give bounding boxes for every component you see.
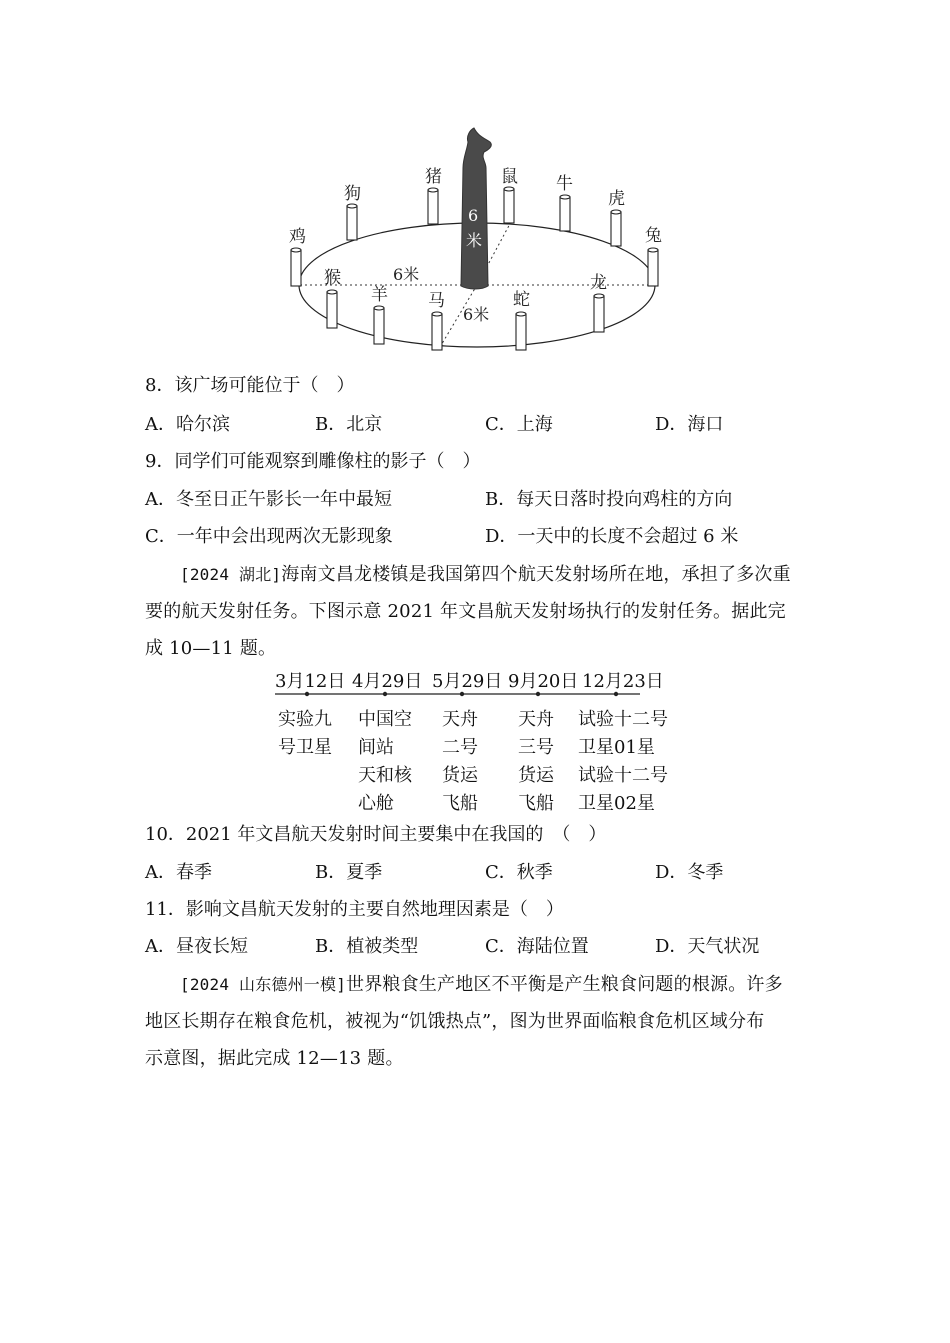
q9-option-a[interactable]: A．冬至日正午影长一年中最短 (145, 489, 392, 510)
q10-option-c[interactable]: C．秋季 (485, 862, 553, 883)
mission-2-line4: 心舱 (358, 793, 394, 814)
pillar-monkey (327, 290, 337, 328)
zodiac-label-monkey: 猴 (324, 268, 341, 288)
intro2-text1: 世界粮食生产地区不平衡是产生粮食问题的根源。许多 (346, 974, 783, 995)
pillar-snake (516, 312, 526, 350)
intro2-source: [2024 山东德州一模] (180, 975, 347, 994)
intro1-line1 (180, 560, 791, 586)
mission-4-line4: 飞船 (518, 793, 554, 814)
pillar-pig (428, 188, 438, 224)
mission-4-line2: 三号 (518, 737, 554, 758)
pillar-dragon (594, 294, 604, 332)
q8-option-d[interactable]: D．海口 (655, 414, 724, 435)
timeline-date-4: 9月20日 (508, 671, 579, 692)
mission-2-line2: 间站 (358, 737, 394, 758)
intro1-line3: 成 10—11 题。 (145, 638, 277, 659)
mission-5-line3: 试验十二号 (578, 765, 668, 786)
mission-5-line1: 试验十二号 (578, 709, 668, 730)
zodiac-label-snake: 蛇 (513, 290, 530, 310)
q11-option-b[interactable]: B．植被类型 (315, 936, 419, 957)
mission-3-line1: 天舟 (442, 709, 478, 730)
q9-option-c[interactable]: C．一年中会出现两次无影现象 (145, 526, 393, 547)
sundial-plaza-diagram (270, 120, 690, 360)
q8-stem: 8．该广场可能位于（ ） (145, 375, 355, 396)
pillar-rabbit (648, 248, 658, 286)
mission-2-line1: 中国空 (358, 709, 412, 730)
zodiac-label-rabbit: 兔 (645, 226, 662, 246)
timeline-axis (270, 689, 690, 699)
mission-3-line2: 二号 (442, 737, 478, 758)
zodiac-label-rat: 鼠 (501, 167, 518, 187)
timeline-date-1: 3月12日 (275, 671, 346, 692)
mission-4-line3: 货运 (518, 765, 554, 786)
q9-option-d[interactable]: D．一天中的长度不会超过 6 米 (485, 526, 739, 547)
zodiac-label-dog: 狗 (344, 184, 361, 204)
timeline-dot-4 (536, 692, 540, 696)
q10-stem: 10．2021 年文昌航天发射时间主要集中在我国的 （ ） (145, 824, 607, 845)
q10-option-d[interactable]: D．冬季 (655, 862, 724, 883)
zodiac-label-rooster: 鸡 (289, 227, 306, 247)
q10-option-a[interactable]: A．春季 (145, 862, 212, 883)
zodiac-label-dragon: 龙 (590, 273, 607, 293)
pillar-rat (504, 187, 514, 223)
intro1-text1: 海南文昌龙楼镇是我国第四个航天发射场所在地，承担了多次重 (281, 564, 791, 585)
mission-4-line1: 天舟 (518, 709, 554, 730)
timeline-dot-2 (383, 692, 387, 696)
mission-3-line3: 货运 (442, 765, 478, 786)
q11-option-c[interactable]: C．海陆位置 (485, 936, 589, 957)
mission-3-line4: 飞船 (442, 793, 478, 814)
radius-front-label: 6米 (463, 305, 490, 324)
mission-1-line2: 号卫星 (278, 737, 332, 758)
zodiac-label-pig: 猪 (425, 167, 442, 187)
mission-5-line2: 卫星01星 (578, 737, 655, 758)
q11-option-d[interactable]: D．天气状况 (655, 936, 760, 957)
q9-option-b[interactable]: B．每天日落时投向鸡柱的方向 (485, 489, 733, 510)
q11-stem: 11．影响文昌航天发射的主要自然地理因素是（ ） (145, 899, 564, 920)
pillar-tiger (611, 210, 621, 246)
intro1-line2: 要的航天发射任务。下图示意 2021 年文昌航天发射场执行的发射任务。据此完 (145, 601, 786, 622)
pillar-dog (347, 204, 357, 240)
zodiac-label-ox: 牛 (556, 174, 573, 194)
mission-5-line4: 卫星02星 (578, 793, 655, 814)
timeline-dot-5 (614, 692, 618, 696)
radius-left-label: 6米 (393, 265, 420, 284)
q9-stem: 9．同学们可能观察到雕像柱的影子（ ） (145, 451, 481, 472)
timeline-dot-1 (305, 692, 309, 696)
timeline-date-2: 4月29日 (352, 671, 423, 692)
intro1-source: [2024 湖北] (180, 565, 282, 584)
pillar-rooster (291, 248, 301, 286)
launch-timeline (270, 665, 690, 815)
mission-2-line3: 天和核 (358, 765, 412, 786)
intro2-line2: 地区长期存在粮食危机，被视为“饥饿热点”，图为世界面临粮食危机区域分布 (145, 1011, 765, 1032)
mission-1-line1: 实验九 (278, 709, 332, 730)
statue-height-number: 6 (468, 206, 479, 225)
q10-option-b[interactable]: B．夏季 (315, 862, 383, 883)
q8-option-c[interactable]: C．上海 (485, 414, 553, 435)
timeline-date-3: 5月29日 (432, 671, 503, 692)
intro2-line3: 示意图，据此完成 12—13 题。 (145, 1048, 404, 1069)
pillar-ox (560, 195, 570, 231)
timeline-date-5: 12月23日 (582, 671, 664, 692)
statue-height-unit: 米 (466, 231, 483, 250)
q8-option-a[interactable]: A．哈尔滨 (145, 414, 230, 435)
q11-option-a[interactable]: A．昼夜长短 (145, 936, 248, 957)
q8-option-b[interactable]: B．北京 (315, 414, 383, 435)
intro2-line1 (180, 970, 783, 996)
zodiac-label-tiger: 虎 (608, 189, 625, 209)
zodiac-label-horse: 马 (428, 291, 445, 311)
pillar-horse (432, 312, 442, 350)
pillar-goat (374, 306, 384, 344)
zodiac-label-goat: 羊 (371, 285, 388, 305)
timeline-dot-3 (460, 692, 464, 696)
